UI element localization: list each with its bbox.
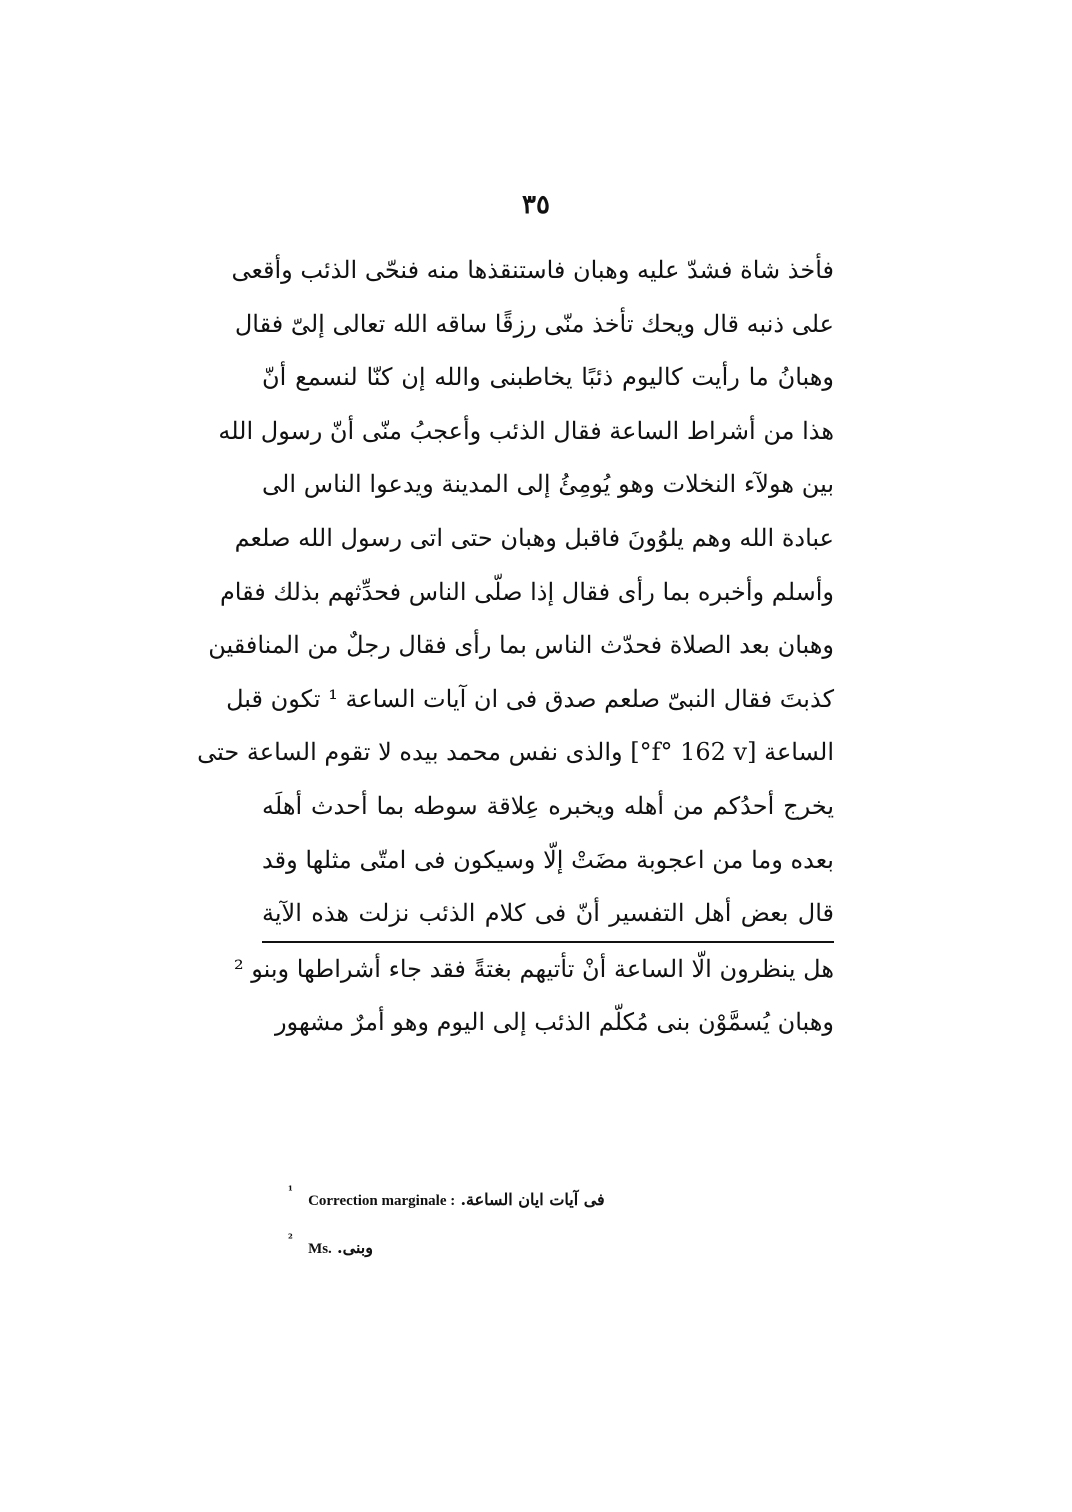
footnote-arabic: فى آيات ايان الساعة. [460, 1190, 605, 1209]
text-line: بعده وما من اعجوبة مضَتْ إلّا وسيكون فى امتّى مثلها وقد [262, 845, 834, 874]
text-line: بين هولآء النخلات وهو يُومِئُ إلى المدينة ويدعوا الناس الى [262, 470, 834, 499]
text-line: عبادة الله وهم يلوُونَ فاقبل وهبان حتى اتى رسول الله صلعم [234, 523, 834, 552]
footnote-1 [288, 1176, 688, 1224]
footnote-label: Correction marginale : [308, 1193, 456, 1209]
footnote-mark: ¹ [288, 1184, 293, 1197]
text-line: يخرج أحدُكم من أهله ويخبره عِلاقة سوطه بما أحدث أهلَه [262, 791, 834, 820]
text-line-underlined: قال بعض أهل التفسير أنّ فى كلام الذئب نزلت هذه الآية [262, 887, 834, 943]
text-line: على ذنبه قال ويحك تأخذ منّى رزقًا ساقه الله تعالى إلىّ فقال [234, 309, 834, 338]
footnote-label: Ms. [308, 1241, 332, 1257]
footnote-2 [288, 1224, 688, 1272]
page-number: ٣٥ [522, 190, 550, 220]
text-line: هل ينظرون الّا الساعة أنْ تأتيهم بغتةً فقد جاء أشراطها وبنو ² [233, 954, 834, 983]
text-line: الساعة [f° 162 v°] والذى نفس محمد بيده لا تقوم الساعة حتى [197, 738, 834, 767]
text-line: وهبانُ ما رأيت كاليوم ذئبًا يخاطبنى والله إن كنّا لنسمع أنّ [262, 363, 834, 392]
footnotes [288, 1176, 688, 1272]
text-line: وهبان بعد الصلاة فحدّث الناس بما رأى فقال رجلٌ من المنافقين [208, 631, 834, 660]
text-line: كذبتَ فقال النبىّ صلعم صدق فى ان آيات الساعة ¹ تكون قبل [226, 684, 834, 713]
text-line: وهبان يُسمَّوْن بنى مُكلّم الذئب إلى اليوم وهو أمرٌ مشهور [274, 1008, 834, 1037]
text-line: فأخذ شاة فشدّ عليه وهبان فاستنقذها منه فنحّى الذئب وأقعى [231, 256, 834, 284]
footnote-arabic: وبنى. [337, 1238, 373, 1257]
footnote-mark: ² [288, 1232, 293, 1245]
main-text [197, 244, 834, 1050]
text-line: وأسلم وأخبره بما رأى فقال إذا صلّى الناس فحدِّثهم بذلك فقام [219, 577, 834, 606]
text-line: هذا من أشراط الساعة فقال الذئب وأعجبُ منّى أنّ رسول الله [218, 416, 834, 445]
